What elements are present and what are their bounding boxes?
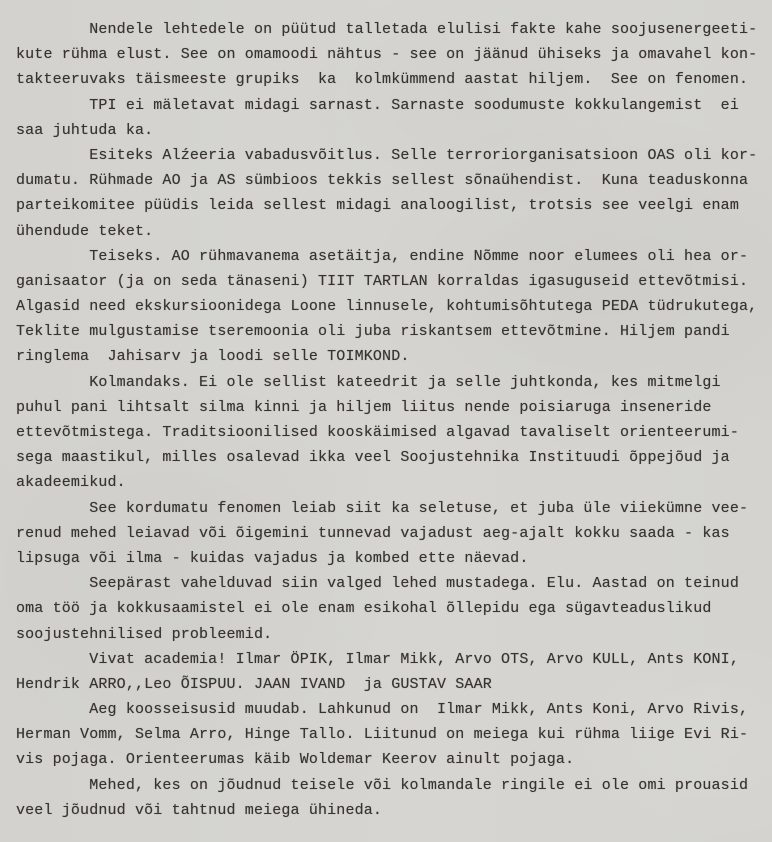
text-line-3: takteeruvaks täismeeste grupiks ka kolmkümmend aastat hiljem. See on fenomen.	[16, 71, 749, 89]
text-line-30: vis pojaga. Orienteerumas käib Woldemar Keerov ainult pojaga.	[16, 751, 575, 769]
text-line-15: Kolmandaks. Ei ole sellist kateedrit ja selle juhtkonda, kes mitmelgi	[16, 373, 721, 391]
text-line-10: Teiseks. AO rühmavanema asetäitja, endine Nõmme noor elumees oli hea or-	[16, 247, 749, 265]
text-line-16: puhul pani lihtsalt silma kinni ja hiljem liitus nende poisiaruga inseneride	[16, 398, 712, 416]
text-line-29: Herman Vomm, Selma Arro, Hinge Tallo. Liitunud on meiega kui rühma liige Evi Ri-	[16, 726, 749, 744]
text-line-32: veel jõudnud või tahtnud meiega ühineda.	[16, 801, 383, 819]
text-line-7: dumatu. Rühmade AO ja AS sümbioos tekkis sellest sõnaühendist. Kuna teaduskonna	[16, 172, 749, 190]
text-line-27: Hendrik ARRO,,Leo ÕISPUU. JAAN IVAND ja GUSTAV SAAR	[16, 675, 492, 693]
text-line-24: oma töö ja kokkusaamistel ei ole enam esikohal õllepidu ega sügavteaduslikud	[16, 600, 712, 618]
text-line-11: ganisaator (ja on seda tänaseni) TIIT TARTLAN korraldas igasuguseid ettevõtmisi.	[16, 272, 749, 290]
text-line-17: ettevõtmistega. Traditsioonilised kooskäimised algavad tavaliselt orienteerumi-	[16, 424, 739, 441]
text-line-6: Esiteks Alźeeria vabadusvõitlus. Selle terroriorganisatsioon OAS oli kor-	[16, 146, 758, 164]
text-line-25: soojustehnilised probleemid.	[16, 625, 273, 643]
text-line-2: kute rühma elust. See on omamoodi nähtus - see on jäänud ühiseks ja omavahel kon-	[16, 46, 758, 64]
text-line-12: Algasid need ekskursioonidega Loone linnusele, kohtumisõhtutega PEDA tüdrukutega,	[16, 298, 758, 316]
text-line-19: akadeemikud.	[16, 474, 126, 492]
text-line-1: Nendele lehtedele on püütud talletada elulisi fakte kahe soojusenergeeti-	[16, 21, 758, 38]
text-line-4: TPI ei mäletavat midagi sarnast. Sarnaste soodumuste kokkulangemist ei	[16, 96, 739, 114]
text-line-31: Mehed, kes on jõudnud teisele või kolmandale ringile ei ole omi prouasid	[16, 776, 749, 794]
text-line-5: saa juhtuda ka.	[16, 121, 154, 139]
text-line-14: ringlema Jahisarv ja loodi selle TOIMKOND.	[16, 348, 410, 366]
text-line-26: Vivat academia! Ilmar ÖPIK, Ilmar Mikk, Arvo OTS, Arvo KULL, Ants KONI,	[16, 650, 739, 668]
text-line-20: See kordumatu fenomen leiab siit ka seletuse, et juba üle viiekümne vee-	[16, 499, 749, 517]
typewritten-text	[16, 17, 772, 823]
text-line-22: lipsuga või ilma - kuidas vajadus ja kombed ette näevad.	[16, 549, 529, 567]
text-line-28: Aeg koosseisusid muudab. Lahkunud on Ilmar Mikk, Ants Koni, Arvo Rivis,	[16, 701, 749, 719]
text-line-9: ühendude teket.	[16, 222, 154, 240]
text-line-23: Seepärast vahelduvad siin valged lehed mustadega. Elu. Aastad on teinud	[16, 575, 739, 593]
text-line-18: sega maastikul, milles osalevad ikka veel Soojustehnika Instituudi õppejõud ja	[16, 449, 730, 467]
text-line-21: renud mehed leiavad või õigemini tunnevad vajadust aeg-ajalt kokku saada - kas	[16, 524, 730, 542]
text-line-8: parteikomitee püüdis leida sellest midagi analoogilist, trotsis see veelgi enam	[16, 197, 739, 215]
text-line-13: Teklite mulgustamise tseremoonia oli juba riskantsem ettevõtmine. Hiljem pandi	[16, 323, 730, 341]
